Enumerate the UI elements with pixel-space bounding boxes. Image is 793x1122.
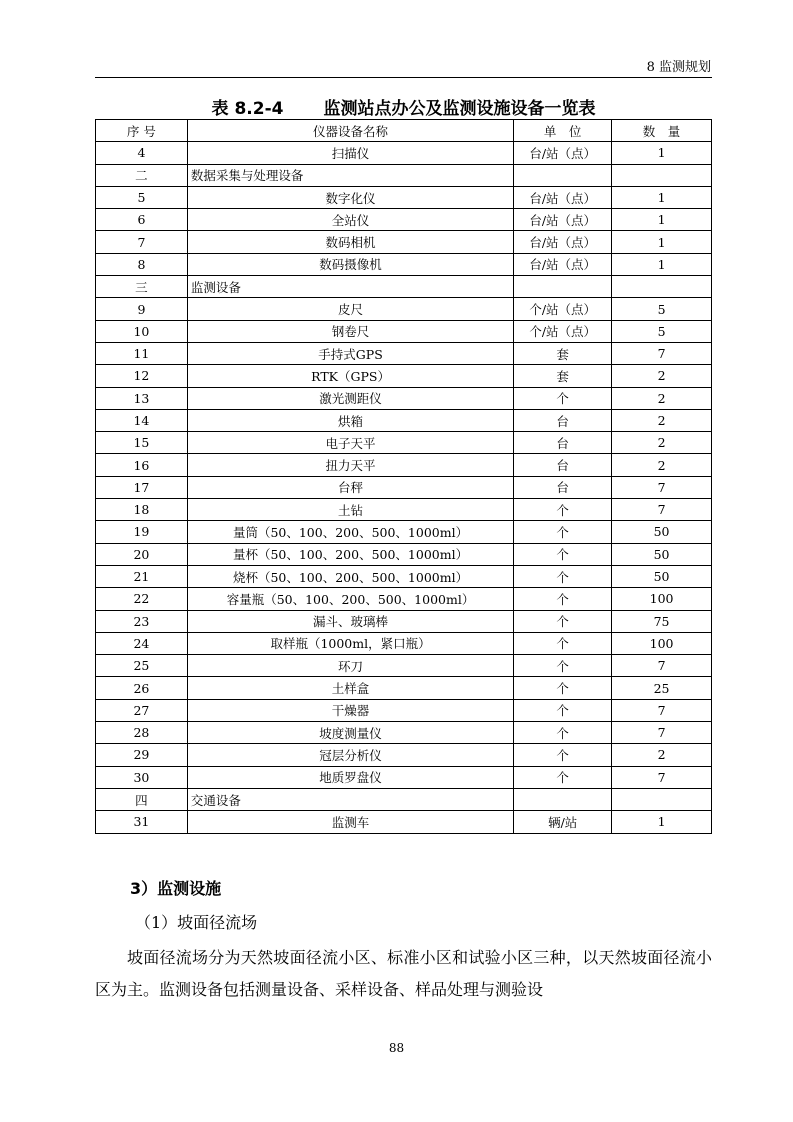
cell-name: 手持式GPS [187,342,513,364]
column-header-no: 序 号 [96,120,188,142]
cell-unit: 套 [514,365,612,387]
cell-name: 台秤 [187,476,513,498]
cell-no: 15 [96,432,188,454]
cell-qty: 1 [612,209,712,231]
table-row [96,365,712,387]
cell-qty: 100 [612,588,712,610]
cell-qty: 25 [612,677,712,699]
cell-no: 10 [96,320,188,342]
cell-name: 环刀 [187,655,513,677]
cell-qty: 7 [612,655,712,677]
cell-no: 25 [96,655,188,677]
cell-unit: 台/站（点） [514,253,612,275]
table-row [96,499,712,521]
cell-name: 量筒（50、100、200、500、1000ml） [187,521,513,543]
table-header-row [96,120,712,142]
cell-qty: 2 [612,387,712,409]
table-row [96,588,712,610]
cell-name: 钢卷尺 [187,320,513,342]
table-row [96,766,712,788]
equipment-table [95,119,712,834]
cell-name: 漏斗、玻璃棒 [187,610,513,632]
cell-name: 数字化仪 [187,186,513,208]
cell-unit: 个 [514,655,612,677]
category-row [96,164,712,186]
table-title: 监测站点办公及监测设施设备一览表 [323,99,596,119]
column-header-unit: 单 位 [514,120,612,142]
table-row [96,655,712,677]
cell-unit: 台 [514,432,612,454]
sub-heading: （1）坡面径流场 [135,913,258,932]
cell-no: 9 [96,298,188,320]
table-row [96,454,712,476]
cell-unit: 个 [514,699,612,721]
table-row [96,409,712,431]
cell-no: 四 [96,788,188,810]
section-heading: 3）监测设施 [130,879,222,898]
cell-unit: 个/站（点） [514,320,612,342]
cell-qty: 100 [612,632,712,654]
category-row [96,276,712,298]
cell-name: 干燥器 [187,699,513,721]
cell-no: 21 [96,565,188,587]
cell-unit: 个 [514,632,612,654]
cell-name: 烘箱 [187,409,513,431]
cell-unit: 个 [514,610,612,632]
table-row [96,811,712,833]
cell-name: RTK（GPS） [187,365,513,387]
cell-name: 监测车 [187,811,513,833]
table-row [96,298,712,320]
cell-unit: 个/站（点） [514,298,612,320]
cell-name: 土样盒 [187,677,513,699]
cell-qty: 2 [612,454,712,476]
table-row [96,610,712,632]
cell-qty: 2 [612,744,712,766]
cell-unit: 个 [514,565,612,587]
cell-unit: 台 [514,409,612,431]
cell-no: 22 [96,588,188,610]
cell-unit: 个 [514,677,612,699]
cell-no: 二 [96,164,188,186]
table-row [96,320,712,342]
cell-unit: 台/站（点） [514,231,612,253]
cell-category: 数据采集与处理设备 [187,164,513,186]
cell-unit: 个 [514,387,612,409]
cell-qty: 7 [612,699,712,721]
cell-qty: 75 [612,610,712,632]
cell-qty: 7 [612,722,712,744]
cell-name: 皮尺 [187,298,513,320]
cell-qty: 1 [612,231,712,253]
cell-name: 数码摄像机 [187,253,513,275]
cell-unit: 个 [514,499,612,521]
cell-unit: 台 [514,454,612,476]
cell-name: 电子天平 [187,432,513,454]
body-paragraph: 坡面径流场分为天然坡面径流小区、标准小区和试验小区三种，以天然坡面径流小区为主。监测设备包括测量设备、采样设备、样品处理与测验设 [95,948,712,999]
cell-no: 三 [96,276,188,298]
cell-qty: 1 [612,811,712,833]
cell-no: 12 [96,365,188,387]
cell-qty [612,164,712,186]
cell-qty: 1 [612,186,712,208]
cell-qty: 7 [612,476,712,498]
table-row [96,253,712,275]
table-row [96,342,712,364]
cell-name: 冠层分析仪 [187,744,513,766]
cell-unit: 辆/站 [514,811,612,833]
cell-unit: 台/站（点） [514,209,612,231]
cell-no: 30 [96,766,188,788]
cell-no: 29 [96,744,188,766]
cell-name: 土钻 [187,499,513,521]
cell-unit: 个 [514,766,612,788]
cell-unit [514,788,612,810]
cell-no: 24 [96,632,188,654]
cell-no: 11 [96,342,188,364]
cell-name: 地质罗盘仪 [187,766,513,788]
cell-unit [514,164,612,186]
table-row [96,209,712,231]
cell-qty: 5 [612,298,712,320]
cell-qty: 2 [612,432,712,454]
table-row [96,632,712,654]
cell-unit: 个 [514,588,612,610]
cell-name: 容量瓶（50、100、200、500、1000ml） [187,588,513,610]
cell-no: 26 [96,677,188,699]
cell-unit: 个 [514,543,612,565]
cell-no: 19 [96,521,188,543]
cell-unit: 套 [514,342,612,364]
table-row [96,231,712,253]
cell-unit: 个 [514,744,612,766]
cell-no: 28 [96,722,188,744]
cell-unit: 台/站（点） [514,142,612,164]
cell-no: 5 [96,186,188,208]
cell-qty: 2 [612,365,712,387]
table-row [96,722,712,744]
cell-qty: 2 [612,409,712,431]
cell-no: 27 [96,699,188,721]
cell-unit: 个 [514,521,612,543]
cell-qty: 50 [612,543,712,565]
table-row [96,186,712,208]
cell-qty: 5 [612,320,712,342]
cell-no: 8 [96,253,188,275]
cell-qty: 50 [612,521,712,543]
cell-unit [514,276,612,298]
table-row [96,565,712,587]
cell-no: 4 [96,142,188,164]
cell-qty [612,788,712,810]
table-number: 表 8.2-4 [211,99,284,119]
cell-no: 7 [96,231,188,253]
cell-name: 全站仪 [187,209,513,231]
cell-qty: 7 [612,499,712,521]
table-caption [95,94,712,119]
column-header-qty: 数 量 [612,120,712,142]
cell-name: 烧杯（50、100、200、500、1000ml） [187,565,513,587]
cell-no: 17 [96,476,188,498]
chapter-header: 8 监测规划 [646,60,711,75]
cell-name: 扭力天平 [187,454,513,476]
cell-unit: 台 [514,476,612,498]
cell-qty [612,276,712,298]
category-row [96,788,712,810]
cell-name: 数码相机 [187,231,513,253]
cell-no: 31 [96,811,188,833]
cell-name: 坡度测量仪 [187,722,513,744]
cell-no: 16 [96,454,188,476]
cell-no: 18 [96,499,188,521]
table-row [96,142,712,164]
cell-qty: 7 [612,766,712,788]
cell-no: 23 [96,610,188,632]
cell-no: 14 [96,409,188,431]
table-row [96,387,712,409]
column-header-name: 仪器设备名称 [187,120,513,142]
table-row [96,744,712,766]
table-row [96,521,712,543]
cell-no: 6 [96,209,188,231]
cell-qty: 1 [612,142,712,164]
cell-no: 20 [96,543,188,565]
cell-name: 扫描仪 [187,142,513,164]
cell-unit: 个 [514,722,612,744]
table-row [96,476,712,498]
cell-qty: 50 [612,565,712,587]
table-row [96,543,712,565]
header-divider [95,77,712,78]
cell-category: 监测设备 [187,276,513,298]
cell-category: 交通设备 [187,788,513,810]
page-number: 88 [388,1041,405,1055]
cell-qty: 1 [612,253,712,275]
table-row [96,432,712,454]
table-row [96,699,712,721]
cell-name: 取样瓶（1000ml，紧口瓶） [187,632,513,654]
cell-name: 量杯（50、100、200、500、1000ml） [187,543,513,565]
cell-unit: 台/站（点） [514,186,612,208]
table-row [96,677,712,699]
cell-qty: 7 [612,342,712,364]
cell-name: 激光测距仪 [187,387,513,409]
cell-no: 13 [96,387,188,409]
